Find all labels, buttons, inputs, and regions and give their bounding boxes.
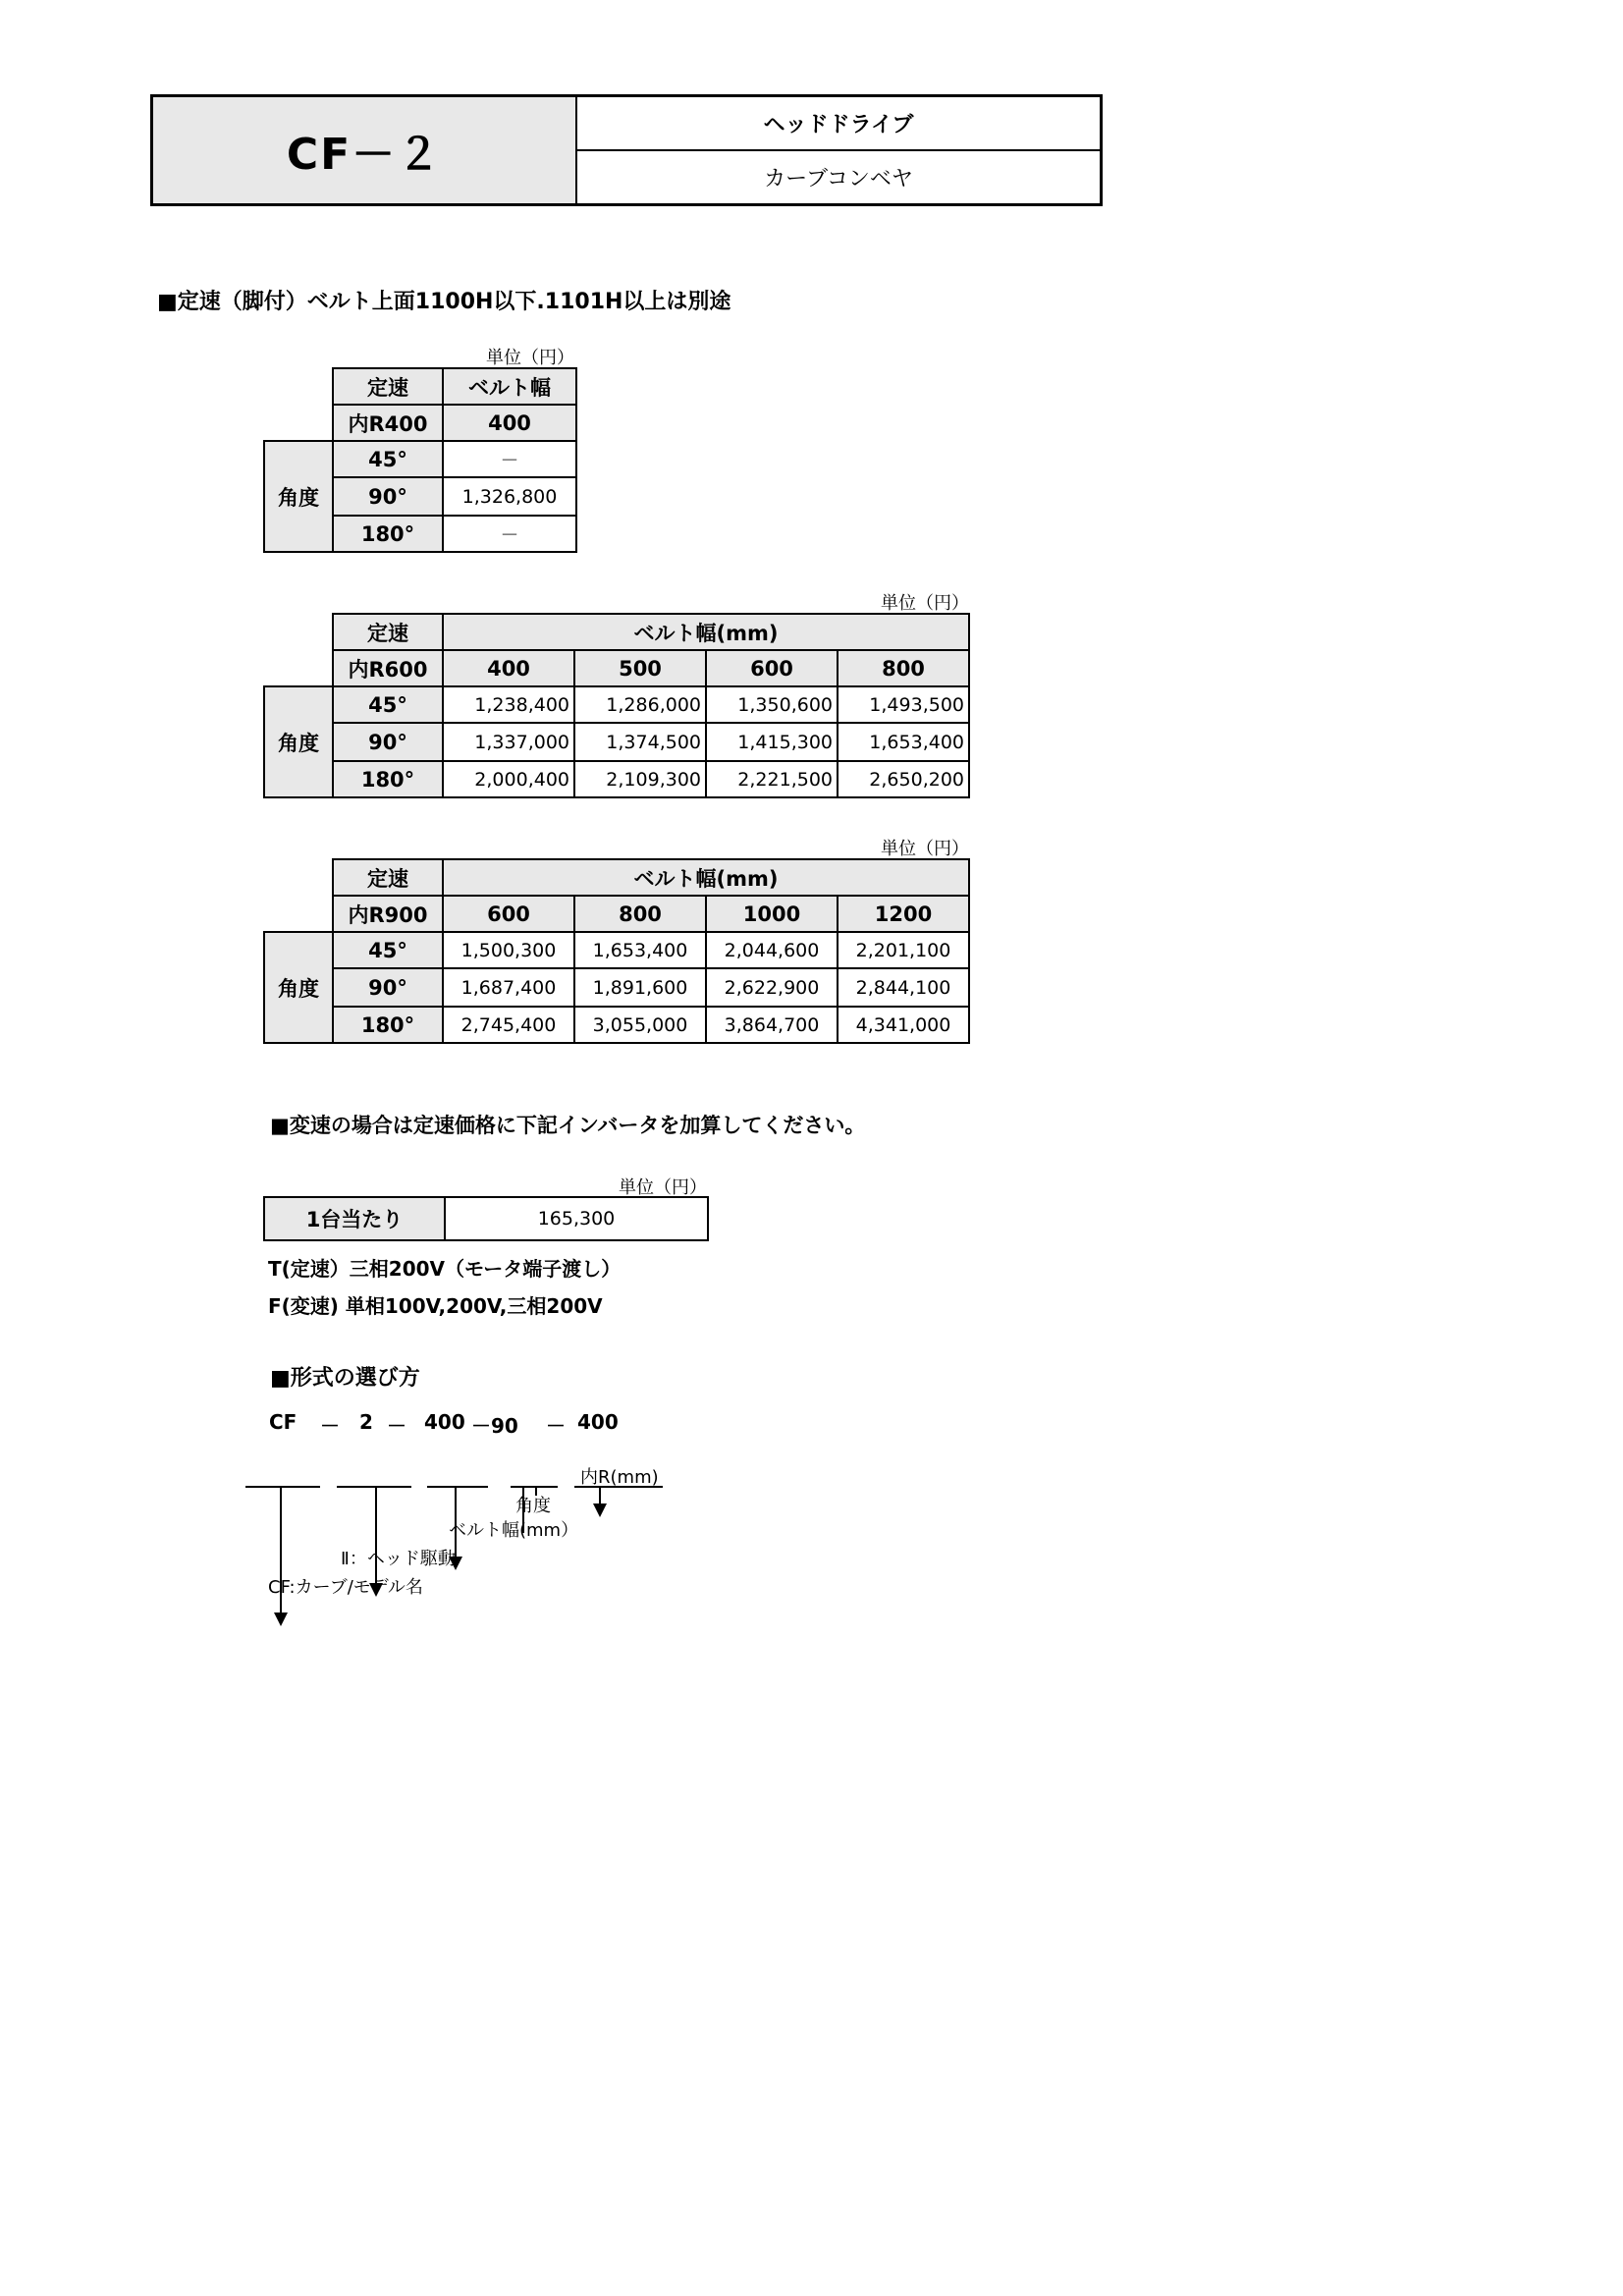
code-sep: － bbox=[320, 1414, 340, 1438]
speed-label: 定速 bbox=[333, 368, 443, 405]
angle-cell: 45° bbox=[333, 686, 443, 723]
belt-width-label: ベルト幅(mm) bbox=[443, 614, 969, 650]
radius-desc: 内R(mm) bbox=[580, 1467, 659, 1488]
note-variable-speed: F(変速) 単相100V,200V,三相200V bbox=[268, 1294, 603, 1318]
section2-title: ■変速の場合は定速価格に下記インバータを加算してください。 bbox=[270, 1114, 866, 1137]
drive-type: ヘッドドライブ bbox=[577, 97, 1100, 151]
width-header: 800 bbox=[838, 650, 969, 686]
speed-label: 定速 bbox=[333, 859, 443, 896]
radius-label: 内R600 bbox=[333, 650, 443, 686]
angle-label: 角度 bbox=[264, 441, 333, 552]
angle-cell: 180° bbox=[333, 516, 443, 552]
radius-label: 内R900 bbox=[333, 896, 443, 932]
price-cell: 1,374,500 bbox=[574, 723, 706, 761]
price-cell: 1,493,500 bbox=[838, 686, 969, 723]
width-header: 800 bbox=[574, 896, 706, 932]
price-cell: 1,337,000 bbox=[443, 723, 574, 761]
drive-leader bbox=[455, 1486, 457, 1566]
width-header: 400 bbox=[443, 650, 574, 686]
belt-width-label: ベルト幅(mm) bbox=[443, 859, 969, 896]
cf-leader bbox=[280, 1486, 282, 1613]
code-part: 2 bbox=[359, 1410, 373, 1434]
note-constant-speed: T(定速）三相200V（モータ端子渡し） bbox=[268, 1257, 622, 1281]
price-cell: 3,055,000 bbox=[574, 1007, 706, 1043]
blank-model bbox=[245, 1486, 320, 1488]
belt-leader bbox=[522, 1486, 524, 1533]
header-info bbox=[577, 97, 1100, 203]
table2-unit: 単位（円） bbox=[881, 593, 969, 614]
price-cell: 2,650,200 bbox=[838, 761, 969, 797]
price-table-r900 bbox=[263, 858, 970, 1044]
blank-angle bbox=[511, 1486, 558, 1488]
arrow-down-icon bbox=[369, 1583, 383, 1597]
model-leader bbox=[375, 1486, 377, 1594]
section3-title: ■形式の選び方 bbox=[270, 1366, 420, 1391]
section1-title: ■定速（脚付）ベルト上面1100H以下.1101H以上は別途 bbox=[157, 290, 731, 314]
price-cell: 2,622,900 bbox=[706, 968, 838, 1007]
belt-width-label: ベルト幅 bbox=[443, 368, 576, 405]
angle-desc: 角度 bbox=[515, 1496, 551, 1516]
arrow-down-icon bbox=[593, 1503, 607, 1517]
header-box bbox=[150, 94, 1103, 206]
drive-desc: Ⅱ：ヘッド駆動 bbox=[341, 1549, 456, 1569]
price-table-r400 bbox=[263, 367, 577, 553]
angle-label: 角度 bbox=[264, 932, 333, 1043]
width-header: 600 bbox=[443, 896, 574, 932]
width-header: 400 bbox=[443, 405, 576, 441]
price-cell: 2,109,300 bbox=[574, 761, 706, 797]
price-cell: 1,653,400 bbox=[838, 723, 969, 761]
width-header: 1000 bbox=[706, 896, 838, 932]
price-cell: 1,653,400 bbox=[574, 932, 706, 968]
product-name: カーブコンベヤ bbox=[764, 167, 913, 191]
inverter-unit: 単位（円） bbox=[619, 1177, 707, 1198]
price-cell: 1,415,300 bbox=[706, 723, 838, 761]
angle-cell: 45° bbox=[333, 441, 443, 477]
blank-drive bbox=[337, 1486, 411, 1488]
belt-desc: ベルト幅(mm） bbox=[449, 1520, 579, 1541]
price-cell: 1,238,400 bbox=[443, 686, 574, 723]
price-cell: 1,286,000 bbox=[574, 686, 706, 723]
per-unit-price: 165,300 bbox=[445, 1197, 708, 1240]
table1-unit: 単位（円） bbox=[486, 348, 574, 368]
angle-cell: 90° bbox=[333, 723, 443, 761]
inverter-table bbox=[263, 1196, 709, 1241]
width-header: 500 bbox=[574, 650, 706, 686]
per-unit-label: 1台当たり bbox=[264, 1197, 445, 1240]
price-cell: 2,044,600 bbox=[706, 932, 838, 968]
price-cell: 1,500,300 bbox=[443, 932, 574, 968]
code-part: 400 bbox=[424, 1410, 465, 1434]
blank-belt bbox=[427, 1486, 488, 1488]
price-cell: 4,341,000 bbox=[838, 1007, 969, 1043]
angle-cell: 180° bbox=[333, 1007, 443, 1043]
model-code bbox=[269, 1410, 662, 1440]
angle-label: 角度 bbox=[264, 686, 333, 797]
table3-unit: 単位（円） bbox=[881, 839, 969, 859]
angle-cell: 180° bbox=[333, 761, 443, 797]
code-sep: － bbox=[546, 1414, 566, 1438]
angle-cell: 45° bbox=[333, 932, 443, 968]
price-cell: － bbox=[443, 441, 576, 477]
code-sep: － bbox=[387, 1414, 406, 1438]
price-cell: 1,891,600 bbox=[574, 968, 706, 1007]
angle-cell: 90° bbox=[333, 477, 443, 516]
arrow-down-icon bbox=[449, 1557, 462, 1570]
price-cell: 1,350,600 bbox=[706, 686, 838, 723]
speed-label: 定速 bbox=[333, 614, 443, 650]
code-part: 400 bbox=[577, 1410, 619, 1434]
price-cell: 1,687,400 bbox=[443, 968, 574, 1007]
angle-cell: 90° bbox=[333, 968, 443, 1007]
angle-leader bbox=[535, 1486, 537, 1496]
radius-leader bbox=[599, 1486, 601, 1505]
price-cell: 2,201,100 bbox=[838, 932, 969, 968]
price-cell: 2,221,500 bbox=[706, 761, 838, 797]
arrow-down-icon bbox=[274, 1613, 288, 1626]
code-part: CF bbox=[269, 1410, 298, 1434]
radius-label: 内R400 bbox=[333, 405, 443, 441]
code-part: －90 bbox=[471, 1414, 518, 1438]
price-table-r600 bbox=[263, 613, 970, 798]
price-cell: － bbox=[443, 516, 576, 552]
model-desc: CF:カーブ/モデル名 bbox=[268, 1577, 423, 1598]
width-header: 1200 bbox=[838, 896, 969, 932]
price-cell: 2,000,400 bbox=[443, 761, 574, 797]
price-cell: 2,745,400 bbox=[443, 1007, 574, 1043]
price-cell: 2,844,100 bbox=[838, 968, 969, 1007]
width-header: 600 bbox=[706, 650, 838, 686]
price-cell: 1,326,800 bbox=[443, 477, 576, 516]
model-name: CF－２ bbox=[153, 97, 577, 203]
price-cell: 3,864,700 bbox=[706, 1007, 838, 1043]
